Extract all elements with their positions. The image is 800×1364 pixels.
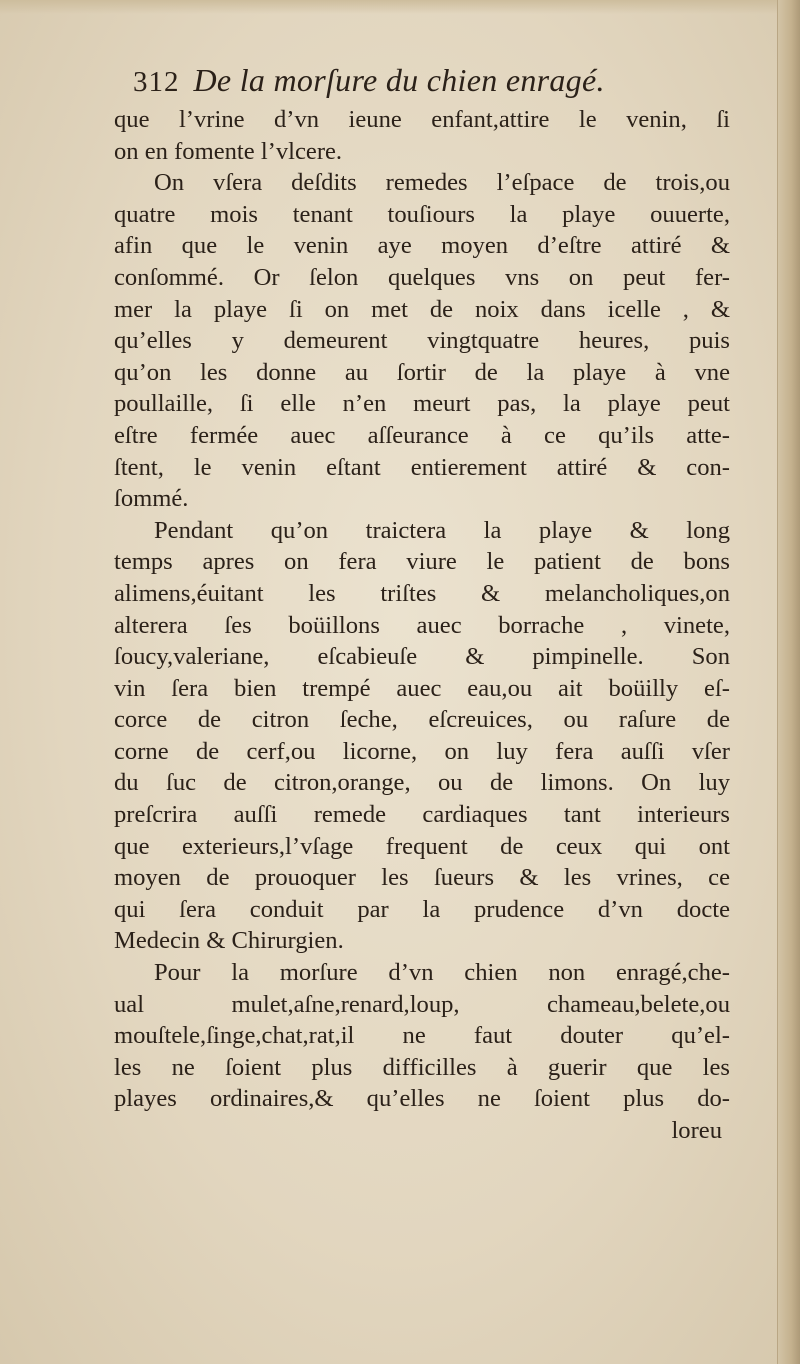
text-line: mouſtele,ſinge,chat,rat,il ne faut douter qu’el- — [114, 1022, 730, 1050]
text-line: ſoucy,valeriane, eſcabieuſe & pimpinelle. Son — [114, 643, 730, 671]
text-line: vin ſera bien trempé auec eau,ou ait boüilly eſ- — [114, 674, 730, 702]
text-line: ſommé. — [114, 485, 189, 513]
text-line: afin que le venin aye moyen d’eſtre attiré & — [114, 232, 730, 260]
page-top-shadow — [0, 0, 800, 14]
text-line: corce de citron ſeche, eſcreuices, ou raſure de — [114, 706, 730, 734]
text-line: qu’elles y demeurent vingtquatre heures, puis — [114, 327, 730, 355]
text-line: playes ordinaires,& qu’elles ne ſoient plus do- — [114, 1085, 730, 1113]
text-line: Pendant qu’on traictera la playe & long — [154, 516, 730, 544]
text-line: ſtent, le venin eſtant entierement attiré & con- — [114, 453, 730, 481]
text-line: alterera ſes boüillons auec borrache , vinete, — [114, 611, 730, 639]
body-text — [114, 104, 730, 1147]
text-line: On vſera deſdits remedes l’eſpace de trois,ou — [154, 169, 730, 197]
text-line: Pour la morſure d’vn chien non enragé,che- — [154, 959, 730, 987]
text-line: corne de cerf,ou licorne, on luy fera auſſi vſer — [114, 737, 730, 765]
text-line: que l’vrine d’vn ieune enfant,attire le venin, ſi — [114, 106, 730, 133]
text-line: les ne ſoient plus difficilles à guerir que les — [114, 1053, 730, 1081]
text-line: moyen de prouoquer les ſueurs & les vrines, ce — [114, 864, 730, 892]
text-line: Medecin & Chirurgien. — [114, 927, 344, 955]
text-line: preſcrira auſſi remede cardiaques tant interieurs — [114, 801, 730, 829]
text-line: on en fomente l’vlcere. — [114, 137, 343, 165]
text-line: ual mulet,aſne,renard,loup, chameau,belete,ou — [114, 990, 730, 1018]
text-line: quatre mois tenant touſiours la playe ouuerte, — [114, 200, 730, 228]
text-line: temps apres on fera viure le patient de bons — [114, 548, 730, 576]
text-line: qui ſera conduit par la prudence d’vn docte — [114, 895, 730, 923]
page-fore-edge — [777, 0, 800, 1364]
text-line: poullaille, ſi elle n’en meurt pas, la playe peut — [114, 390, 730, 418]
text-line: qu’on les donne au ſortir de la playe à vne — [114, 358, 730, 386]
text-line: conſommé. Or ſelon quelques vns on peut fer- — [114, 263, 730, 291]
text-line: du ſuc de citron,orange, ou de limons. On luy — [114, 769, 730, 797]
running-title: De la morſure du chien enragé. — [193, 62, 605, 98]
page-number: 312 — [133, 66, 180, 98]
text-line: alimens,éuitant les triſtes & melancholiques,on — [114, 579, 730, 607]
text-line: eſtre fermée auec aſſeurance à ce qu’ils atte- — [114, 421, 730, 449]
text-line: que exterieurs,l’vſage frequent de ceux qui ont — [114, 832, 730, 860]
text-line: mer la playe ſi on met de noix dans icelle , & — [114, 295, 730, 323]
catchword: loreu — [671, 1117, 722, 1144]
